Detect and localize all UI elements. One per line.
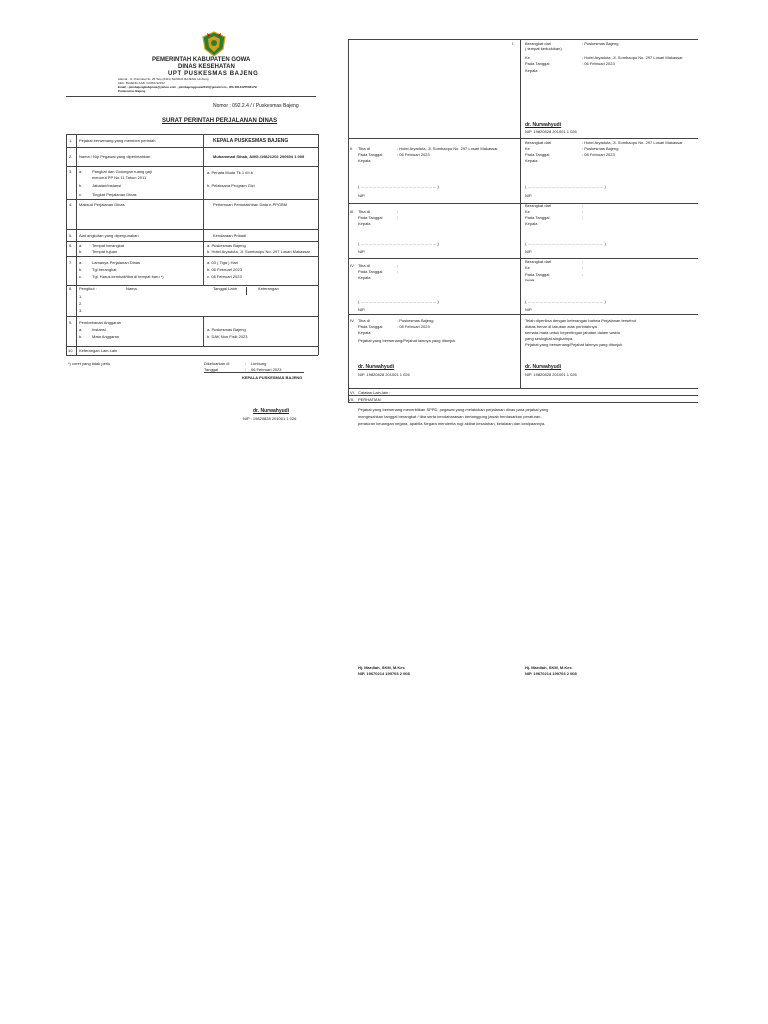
sec4-sign-dots-r: ( ………………………………………………… ) — [525, 299, 606, 304]
row8-item2: 2. — [79, 301, 83, 306]
row2-number: 2. — [69, 154, 73, 159]
head-title: KEPALA PUSKESMAS BAJENG — [242, 375, 303, 380]
sec1-to-value: : Hotel Aryaduta, Jl. Sombaopu No. 297 Losari Makassar — [582, 55, 683, 60]
sec1-number: I. — [512, 41, 515, 46]
row7-value-a: a. 03 ( Tiga ) Hari — [207, 260, 238, 265]
sec5-note-3: semata-mata untuk kepentingan jabatan dalam waktu — [525, 330, 620, 335]
notice-line3: peraturan keuangan negara, apabila Negara menderita rugi akibat kesalahan, kelalaian dan kealpaannya. — [358, 421, 546, 426]
sec1-date-label: Pada Tanggal — [525, 61, 550, 66]
row6-value-b: b. Hotel Aryaduta, Jl. Sombaopu No. 297 Losari Makassar — [207, 249, 310, 254]
sec1-nip: NIP. 19820828 201001 1 026 — [525, 129, 577, 134]
sec1-to-label: Ke — [525, 55, 530, 60]
sec3-arrive-colon: : — [397, 209, 399, 214]
header-address: Alamat : Jl. Pramuka No. 26 Telp (0411) 8220031 BAJENG Limbung — [118, 77, 209, 81]
sec2-to-value: : Puskesmas Bajeng — [582, 146, 619, 151]
sec4-nip-r: NIP. — [525, 307, 533, 312]
sec2-nip-r: NIP. — [525, 193, 533, 198]
footnote: *) coret yang tidak perlu — [68, 361, 111, 366]
row9-label: Pembebanan Anggaran — [79, 320, 122, 325]
sec5-nip-l: NIP. 19820828 201001 1 026 — [358, 372, 410, 377]
issued-at-label: Dikeluarkan di — [204, 361, 230, 366]
row5-number: 5. — [69, 233, 73, 238]
row3-value-b: b. Pelaksana Program Gizi — [207, 183, 255, 188]
row9-label-a: Instansi — [92, 327, 106, 332]
sec2-date-value: : 06 Februari 2023 — [397, 152, 430, 157]
sec2-head: Kepala — [358, 158, 371, 163]
header-line1: PEMERINTAH KABUPATEN GOWA — [152, 57, 251, 63]
row3-b: b. — [79, 183, 83, 188]
notice-line2: mengesahkan tanggal berangkat / tiba serta bendaharawan bertanggung jawab berdasarkan peraturan- — [358, 414, 542, 419]
row6-b: b. — [79, 249, 83, 254]
sec2-to-label: Ke — [525, 146, 530, 151]
sec4-date-label: Pada Tanggal — [358, 269, 383, 274]
sec4-head2: Kepala — [525, 278, 535, 282]
row3-c: c. — [79, 192, 83, 197]
sec2-date2-value: : 08 Februari 2023 — [582, 152, 615, 157]
row4-value: Pertemuan Pemutakhiran Data e-PPGBM — [213, 202, 288, 207]
row9-value-a: a. Puskesmas Bajeng — [207, 327, 246, 332]
sec2-date-label: Pada Tanggal — [358, 152, 383, 157]
row8-keterangan: Keterangan — [258, 286, 279, 291]
row8-item3: 3. — [79, 308, 83, 313]
sec1-date-value: : 06 Februari 2023 — [582, 61, 615, 66]
row3-label-b: Jabatan/Instansi — [92, 183, 122, 188]
sec5-note-2: diatas benar di lakukan atas perintahnya — [525, 324, 597, 329]
bottom-signer-l: Hj. Mardiah, SKM, M.Kes — [358, 665, 405, 670]
sec3-to-label: Ke — [525, 209, 530, 214]
sec2-date2-label: Pada Tanggal — [525, 152, 550, 157]
row3-label-c: Tingkat Perjalanan Dinas — [92, 192, 137, 197]
sec1-place-note: ( tempat kedudukan) — [525, 46, 562, 51]
notice-line1: Pejabat yang berwenang menerbitkan SPPD, pegawai yang melakukan perjalanan dinas para pejabat yang — [358, 407, 549, 412]
row7-number: 7. — [69, 260, 73, 265]
sec2-sign-dots-r: ( ………………………………………………… ) — [525, 184, 606, 189]
sec3-sign-dots-r: ( ………………………………………………… ) — [525, 241, 606, 246]
row3-label-a2: menurut PP No.11 Tahun 2011 — [92, 175, 147, 180]
sec3-depart-label: Berangkat dari — [525, 203, 552, 208]
row7-label-a: Lamanya Perjalanan Dinas — [92, 260, 141, 265]
sec3-depart-colon: : — [582, 203, 584, 208]
sec2-head2: Kepala — [525, 158, 538, 163]
header-address-3: Puskesmas Bajeng — [118, 89, 146, 93]
sec5-date-label: Pada Tanggal — [358, 324, 383, 329]
row8-label: Pengikut : — [79, 286, 97, 291]
sec5-arrive-value: : Puskesmas Bajeng — [397, 318, 434, 323]
row2-value: Muhammad Sihab, AMG./19821202 200604 1 009 — [213, 154, 305, 159]
row6-label-b: Tempat tujuan — [92, 249, 118, 254]
sec3-head2: Kepala — [525, 221, 538, 226]
row7-a: a. — [79, 260, 83, 265]
row6-a: a. — [79, 243, 83, 248]
sec2-number: II. — [350, 146, 354, 151]
sec6-number: VI. — [350, 390, 355, 395]
header-address-2: KEC. BAJENG KAB. GOWA 92152 — [118, 81, 165, 85]
sec4-to-colon: : — [582, 265, 584, 270]
sec3-date-colon: : — [397, 215, 399, 220]
sec5-number: IV. — [350, 318, 355, 323]
sec4-date2-label: Pada Tanggal — [525, 272, 550, 277]
sec5-note-4: yang sesingkat-singkatnya. — [525, 336, 574, 341]
letter-number: Nomor : 092.2.4 / / Puskesmas Bajeng — [213, 103, 299, 109]
row8-tanggal: Tanggal Lahir — [213, 286, 238, 291]
sec5-date-value: : 08 Februari 2023 — [397, 324, 430, 329]
sec5-nip-r: NIP. 19820828 201001 1 026 — [525, 372, 577, 377]
bottom-nip-r: NIP. 19670214 199703 2 008 — [525, 671, 577, 676]
sec3-date-label: Pada Tanggal — [358, 215, 383, 220]
sec5-note-1: Telah diperiksa dengan keterangan bahwa Perjalanan tersebut — [525, 318, 636, 323]
sec4-depart-label: Berangkat dari — [525, 259, 552, 264]
sec5-arrive-label: Tiba di — [358, 318, 370, 323]
signer-name: dr. Nurwahyudi — [253, 408, 290, 414]
sec4-nip-l: NIP. — [358, 307, 366, 312]
row9-b: b. — [79, 334, 83, 339]
row9-number: 9. — [69, 320, 73, 325]
signer-nip: NIP : 19820828 201001 1 026 — [243, 416, 297, 421]
row9-label-b: Mata Anggaran — [92, 334, 120, 339]
sec4-arrive-colon: : — [397, 263, 399, 268]
row10-number: 10. — [68, 348, 74, 353]
row5-value: Kendaraan Pribadi — [213, 233, 247, 238]
row7-value-c: c. 08 Februari 2023 — [207, 274, 242, 279]
row3-value-a: a. Penata Muda Tk.1 /III.b — [207, 170, 253, 175]
issued-date-sep: : — [245, 367, 247, 372]
row1-label: Pejabat berwenang yang memberi perintah — [79, 138, 156, 143]
sec4-date-colon: : — [397, 269, 399, 274]
issued-date-label: Tanggal — [204, 367, 219, 372]
gowa-regency-emblem-icon — [201, 31, 227, 57]
sec5-signer-r: dr. Nurwahyudi — [525, 364, 562, 370]
sec2-arrive-value: : Hotel Aryaduta, Jl. Sombaopu No. 297 Losari Makassar — [397, 146, 498, 151]
sec2-depart-label: Berangkat dari — [525, 140, 552, 145]
sec4-to-label: Ke — [525, 265, 530, 270]
sec5-head: Kepala — [358, 330, 371, 335]
sec1-head: Kepala — [525, 68, 538, 73]
sec5-authority: Pejabat yang berwenang/Pejabat lainnya yang ditunjuk — [358, 338, 456, 343]
sec4-arrive-label: Tiba di — [358, 263, 370, 268]
sec3-head: Kepala — [358, 221, 371, 226]
sec6-label: Catatan Lain-lain : — [358, 390, 391, 395]
row7-label-c: Tgl. Harus kembali/tiba di tempat baru *) — [92, 274, 164, 279]
sec3-arrive-label: Tiba di — [358, 209, 370, 214]
sec3-nip-l: NIP. — [358, 249, 366, 254]
sec3-to-colon: : — [582, 209, 584, 214]
header-divider — [66, 96, 316, 97]
bottom-signer-r: Hj. Mardiah, SKM, M.Kes — [525, 665, 572, 670]
row2-label: Nama / Nip Pegawai yang diperintahkan — [79, 154, 151, 159]
row1-number: 1. — [69, 138, 73, 143]
row4-number: 4. — [69, 202, 73, 207]
row8-number: 8. — [69, 286, 73, 291]
sec2-arrive-label: Tiba di — [358, 146, 370, 151]
sec3-sign-dots-l: ( ………………………………………………… ) — [358, 241, 439, 246]
issued-at-value: Limbung — [251, 361, 267, 366]
row7-c: c. — [79, 274, 83, 279]
sec3-nip-r: NIP. — [525, 249, 533, 254]
row3-a: a. — [79, 169, 83, 174]
row6-label-a: Tempat berangkat — [92, 243, 125, 248]
sec3-number: III. — [350, 209, 355, 214]
document-title: SURAT PERINTAH PERJALANAN DINAS — [162, 118, 278, 124]
header-line3: UPT PUSKESMAS BAJENG — [168, 71, 259, 77]
sec3-date2-colon: : — [582, 215, 584, 220]
sec4-depart-colon: : — [582, 259, 584, 264]
header-line2: DINAS KESEHATAN — [178, 64, 235, 70]
sec2-depart-value: : Hotel Aryaduta, Jl. Sombaopu No. 297 Losari Makassar — [582, 140, 683, 145]
row8-item1: 1. — [79, 294, 83, 299]
sec5-note-5: Pejabat yang berwenang/Pejabat lainnya yang ditunjuk — [525, 342, 623, 347]
header-email: Email : pkmbajengkabgowa@yahoo.com , pkmbajenggowa2010@gmail.com , WA 081342558317B — [118, 85, 257, 89]
row3-number: 3. — [69, 169, 73, 174]
sec1-signer: dr. Nurwahyudi — [525, 122, 562, 128]
row7-b: b. — [79, 267, 83, 272]
sec3-date2-label: Pada Tanggal — [525, 215, 550, 220]
row9-value-b: b. DAK Non Fisik 2023 — [207, 334, 248, 339]
bottom-nip-l: NIP. 19670214 199703 2 008 — [358, 671, 410, 676]
sec1-depart-value: : Puskesmas Bajeng — [582, 41, 619, 46]
row7-label-b: Tgl berangkat — [92, 267, 117, 272]
row10-label: Keterangan Lain-Lain — [79, 348, 118, 353]
sec4-head: Kepala — [358, 275, 371, 280]
row4-label: Maksud Perjalanan Dinas — [79, 202, 125, 207]
row7-value-b: b. 06 Februari 2023 — [207, 267, 242, 272]
row3-label-a: Pangkat dan Golongan ruang gaji — [92, 169, 152, 174]
sec2-sign-dots-l: ( ………………………………………………… ) — [358, 184, 439, 189]
row6-number: 6. — [69, 243, 73, 248]
row9-a: a. — [79, 327, 83, 332]
sec1-depart-label: Berangkat dari — [525, 41, 552, 46]
row6-value-a: a. Puskesmas Bajeng — [207, 243, 246, 248]
sec4-sign-dots-l: ( ………………………………………………… ) — [358, 299, 439, 304]
sec2-nip-l: NIP. — [358, 193, 366, 198]
issued-at-sep: : — [245, 361, 247, 366]
issued-date-value: 06 Februari 2023 — [251, 367, 282, 372]
sec4-date2-colon: : — [582, 272, 584, 277]
sec7-label: PERHATIAN — [358, 397, 381, 402]
sec5-signer-l: dr. Nurwahyudi — [358, 364, 395, 370]
sec4-number: IV. — [350, 263, 355, 268]
row1-value: KEPALA PUSKESMAS BAJENG — [213, 138, 289, 144]
row8-nama: Nama — [126, 286, 137, 291]
row5-label: Alat angkutan yang dipergunakan — [79, 233, 139, 238]
sec7-number: VII. — [348, 397, 355, 402]
